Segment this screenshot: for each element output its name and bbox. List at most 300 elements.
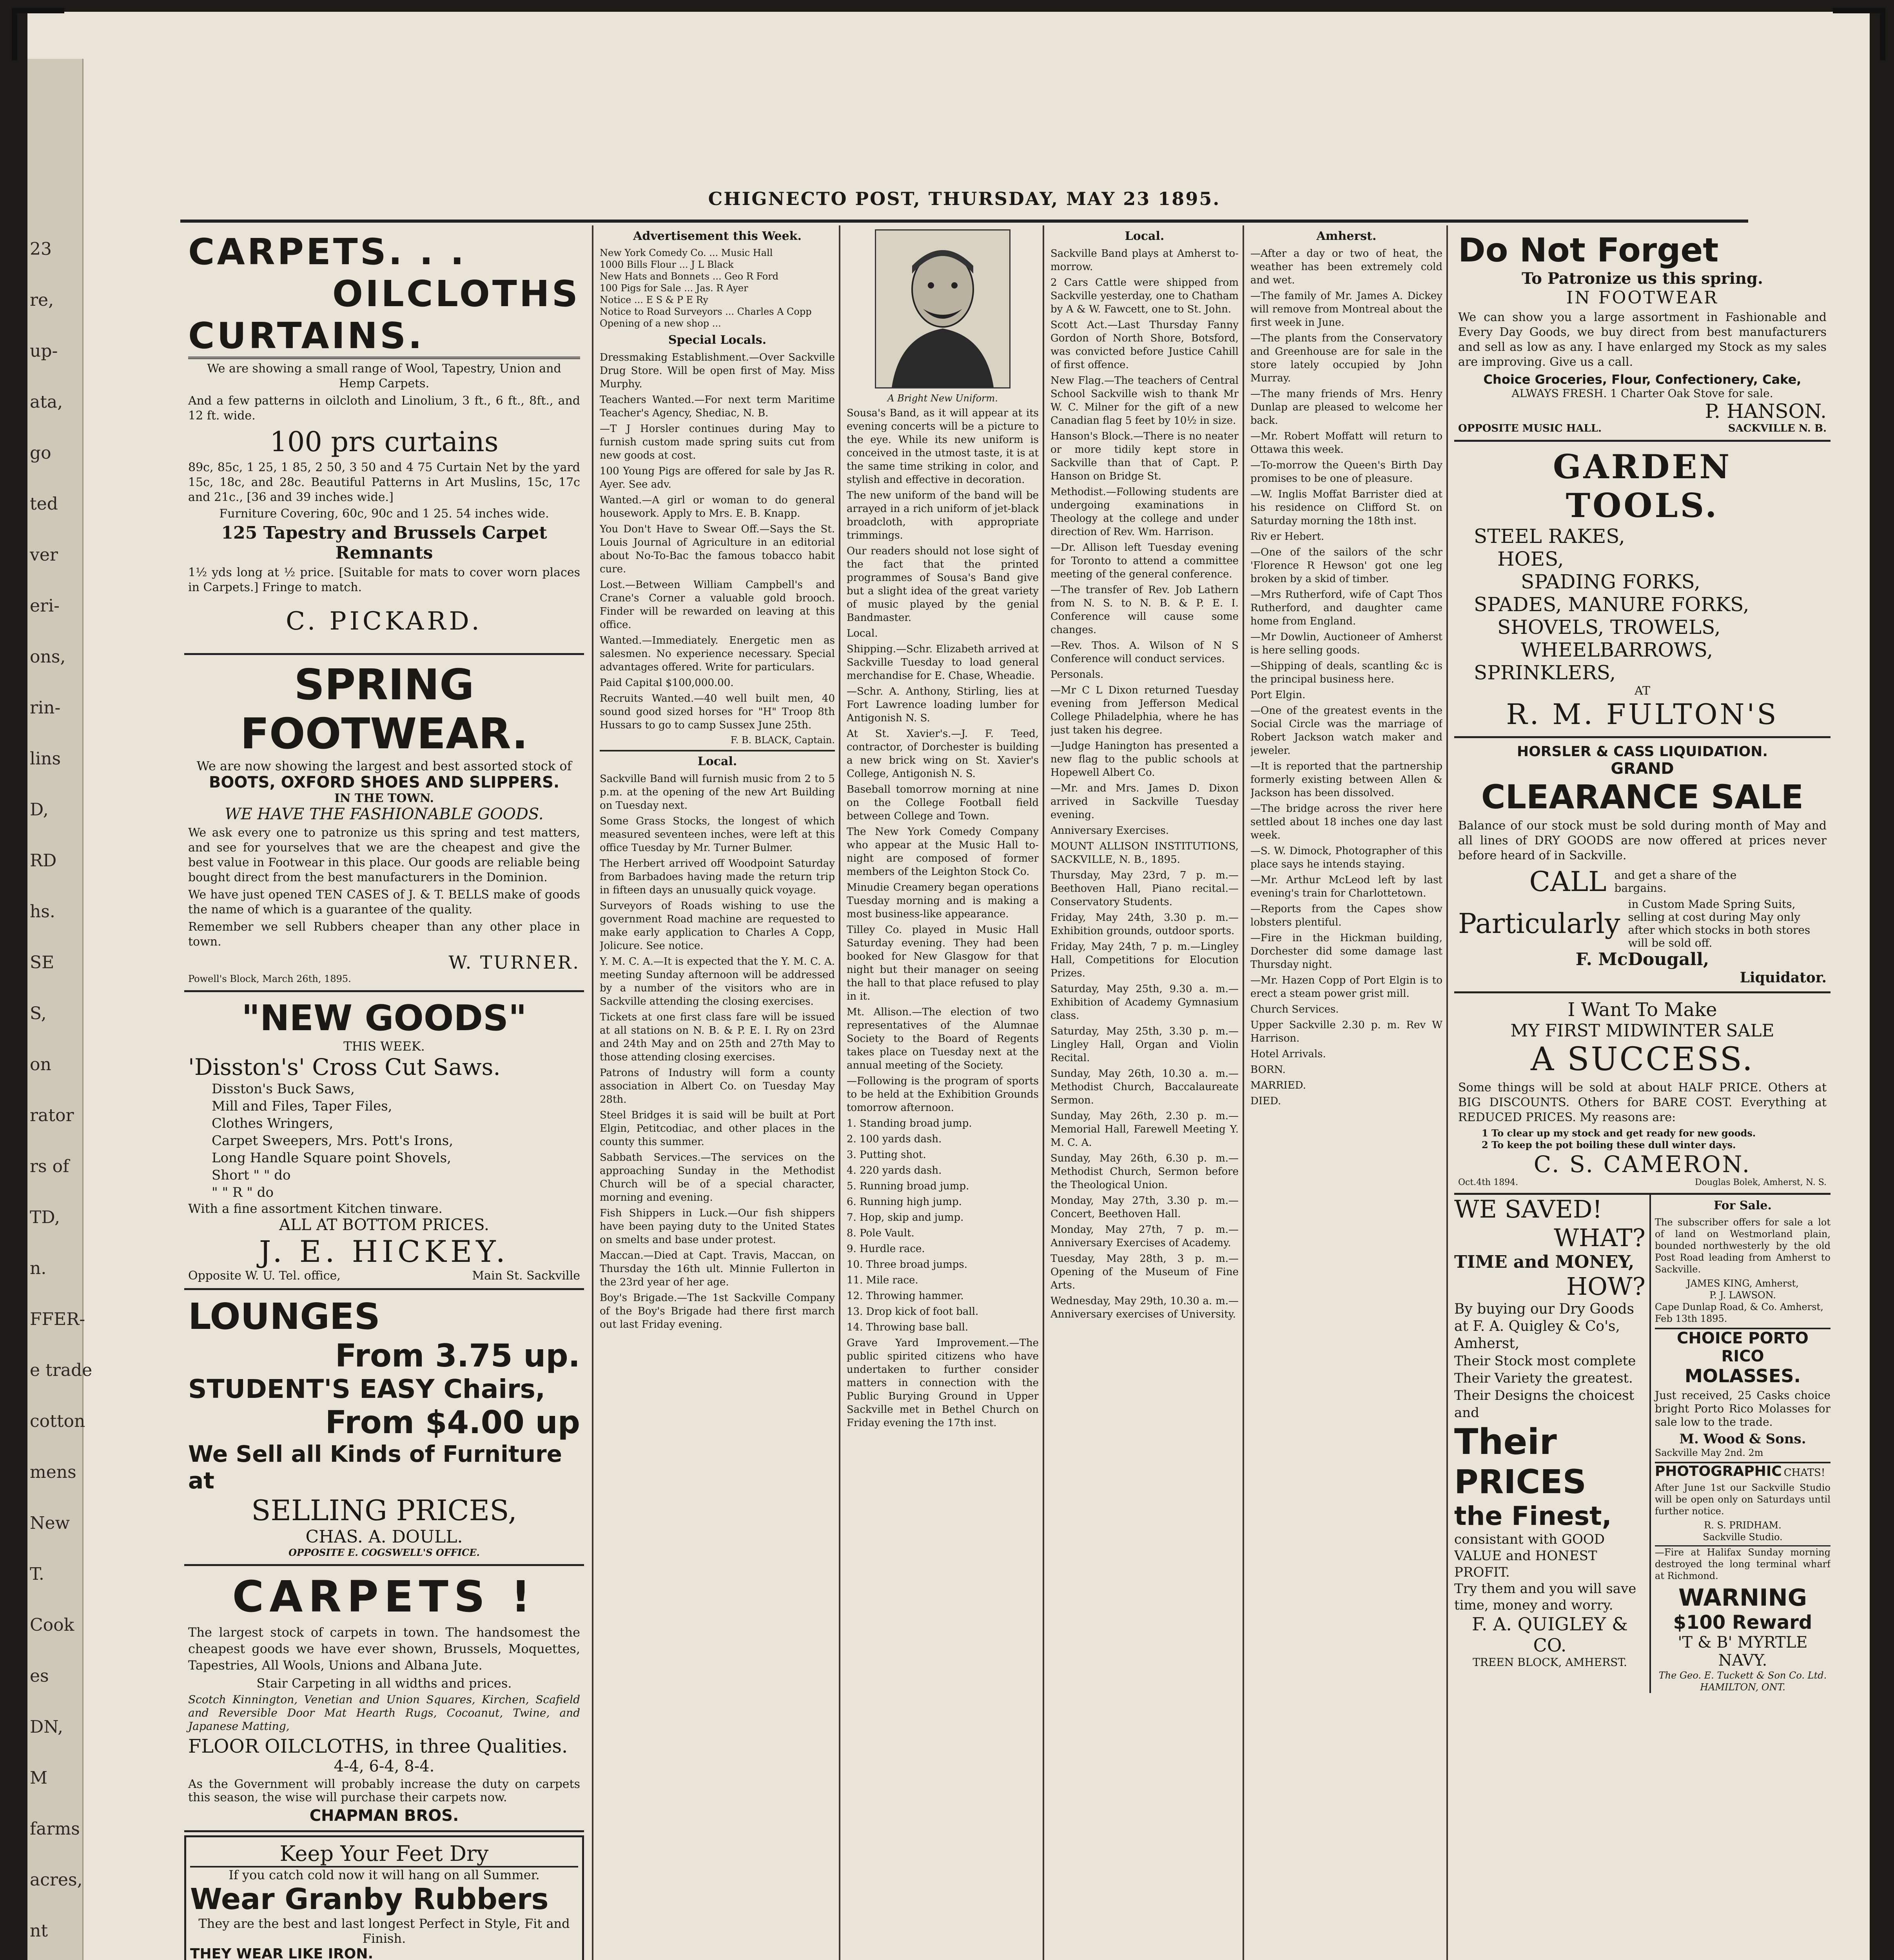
remnants-note: 1½ yds long at ½ price. [Suitable for mats to cover worn places in Carpets.] Fringe to match. — [188, 566, 580, 594]
column-5-paragraph: —Mrs Rutherford, wife of Capt Thos Rutherford, and daughter came home from England. — [1250, 589, 1442, 627]
for-sale-contact2: P. J. LAWSON. — [1709, 1290, 1776, 1301]
edge-fragment: DN, — [30, 1717, 63, 1737]
remnants-line: 125 Tapestry and Brussels Carpet Remnants — [221, 523, 547, 563]
fulton-signature: R. M. FULTON'S — [1506, 698, 1779, 731]
column-3-paragraph: 1. Standing broad jump. — [847, 1118, 972, 1129]
quigley-line2: WHAT? — [1554, 1223, 1645, 1252]
special-local-item: You Don't Have to Swear Off.—Says the St. Louis Journal of Agriculture in an editorial about No-To-Bac the famous tobacco habit cure. — [600, 523, 835, 575]
tools-headline: TOOLS. — [1566, 486, 1719, 525]
for-sale-date: Cape Dunlap Road, & Co. Amherst, Feb 13th 1895. — [1655, 1301, 1823, 1324]
for-sale-header: For Sale. — [1713, 1199, 1772, 1212]
column-5-paragraph: Riv er Hebert. — [1250, 531, 1324, 543]
local-news-item: Sackville Band will furnish music from 2 to 5 p.m. at the opening of the new Art Building on Tuesday next. — [600, 773, 835, 811]
garden-at: AT — [1634, 684, 1651, 698]
special-local-item: Dressmaking Establishment.—Over Sackville Drug Store. Will be open first of May. Miss Murphy. — [600, 352, 835, 390]
footwear-line1: We are now showing the largest and best assorted stock of — [196, 759, 572, 773]
chapman-stair: Stair Carpeting in all widths and prices. — [256, 1676, 512, 1691]
tb-line: 'T & B' MYRTLE NAVY. — [1678, 1633, 1808, 1670]
rubbers-footer: THEY WEAR LIKE IRON. — [190, 1946, 374, 1960]
column-3-paragraph: 3. Putting shot. — [847, 1149, 926, 1161]
clearance-line1: HORSLER & CASS LIQUIDATION. — [1517, 744, 1768, 760]
edge-fragment: FFER- — [30, 1309, 85, 1329]
edge-fragment: rin- — [30, 698, 61, 718]
column-4-paragraph: Methodist.—Following students are undergoing examinations in Theology at the college and under direction of Rev. Wm. Harrison. — [1050, 486, 1239, 538]
chapman-headline: CARPETS ! — [232, 1572, 536, 1622]
column-5-paragraph: Port Elgin. — [1250, 689, 1306, 701]
column-4-paragraph: Sackville Band plays at Amherst to-morrow. — [1050, 248, 1239, 273]
new-goods-sub: THIS WEEK. — [343, 1039, 425, 1054]
edge-fragment: Cook — [30, 1615, 74, 1635]
edge-fragment: rs of — [30, 1156, 69, 1176]
quigley-finest: the Finest, — [1454, 1501, 1612, 1531]
quigley-body2: Their Stock most complete Their Variety the greatest. Their Designs the choicest and — [1454, 1353, 1636, 1421]
cameron-headline: A SUCCESS. — [1531, 1041, 1754, 1078]
special-local-item: 100 Young Pigs are offered for sale by Jas R. Ayer. See adv. — [600, 465, 835, 490]
new-goods-item: Disston's Buck Saws, — [212, 1081, 355, 1097]
local-news-item: Tickets at one first class fare will be issued at all stations on N. B. & P. E. I. Ry on 23rd and 24th May and on 25th and 27th May to those attending closing exercises. — [600, 1011, 835, 1063]
new-goods-ad — [184, 992, 584, 1290]
chapman-signature: CHAPMAN BROS. — [309, 1807, 459, 1825]
special-local-item: Paid Capital $100,000.00. — [600, 677, 734, 689]
edge-fragment: S, — [30, 1004, 47, 1024]
hickey-signature: J. E. HICKEY. — [259, 1234, 509, 1269]
cameron-footer-left: Oct.4th 1894. — [1458, 1178, 1518, 1187]
column-5-paragraph: —The family of Mr. James A. Dickey will remove from Montreal about the first week in June. — [1250, 290, 1442, 328]
footwear-footer: Powell's Block, March 26th, 1895. — [188, 973, 351, 984]
footwear-body3: Remember we sell Rubbers cheaper than any other place in town. — [188, 920, 580, 949]
clearance-sale-ad — [1454, 738, 1831, 993]
special-local-item: Recruits Wanted.—40 well built men, 40 sound good sized horses for "H" Troop 8th Hussars to go to camp Sussex June 25th. — [600, 693, 835, 731]
new-goods-item: " " R " do — [212, 1185, 274, 1200]
quigley-signature: F. A. QUIGLEY & CO. — [1472, 1613, 1628, 1656]
edge-fragment: ons, — [30, 647, 66, 667]
footwear-line3: IN THE TOWN. — [334, 791, 434, 805]
edge-fragment: T. — [30, 1564, 44, 1584]
hanson-body: We can show you a large assortment in Fashionable and Every Day Goods, we buy direct from best manufacturers and sell as low as any. I have enlarged my Stock as my sales are improving. Give us a call. — [1458, 310, 1827, 369]
masthead — [180, 188, 1748, 223]
liquidator-title: Liquidator. — [1740, 969, 1827, 986]
column-4-paragraph: Scott Act.—Last Thursday Fanny Gordon of North Shore, Botsford, was convicted before Justice Cahill of first offence. — [1050, 319, 1239, 371]
special-local-item: —T J Horsler continues during May to furnish custom made spring suits cut from new goods at cost. — [600, 423, 835, 461]
column-4-paragraph: Personals. — [1050, 669, 1104, 681]
edge-fragment: SE — [30, 953, 54, 973]
quigley-prices: PRICES — [1454, 1463, 1587, 1501]
lounges-line: LOUNGES — [188, 1296, 380, 1338]
column-4-paragraph: Tuesday, May 28th, 3 p. m.—Opening of the Museum of Fine Arts. — [1050, 1253, 1239, 1291]
photo-footer: Sackville Studio. — [1703, 1532, 1783, 1543]
column-1 — [184, 225, 584, 1960]
hanson-line3: Choice Groceries, Flour, Confectionery, Cake, — [1483, 372, 1801, 387]
edge-fragment: on — [30, 1054, 51, 1074]
photo-line1: PHOTOGRAPHIC — [1655, 1463, 1782, 1479]
garden-item: SPRINKLERS, — [1474, 661, 1616, 684]
column-4-paragraph: Sunday, May 26th, 6.30 p. m.—Methodist Church, Sermon before the Theological Union. — [1050, 1152, 1239, 1191]
column-4-paragraph: —Mr C L Dixon returned Tuesday evening from Jefferson Medical College Philadelphia, where he has just taken his degree. — [1050, 684, 1239, 736]
column-4-paragraph: New Flag.—The teachers of Central School Sackville wish to thank Mr W. C. Milner for the gift of a new Canadian flag 5 feet by 10½ in size. — [1050, 375, 1239, 426]
column-3-paragraph: 2. 100 yards dash. — [847, 1133, 942, 1145]
edge-fragment: New — [30, 1513, 70, 1533]
special-local-item: Wanted.—Immediately. Energetic men as salesmen. No experience necessary. Special advantages offered. Write for particulars. — [600, 635, 835, 673]
column-5-paragraph: —It is reported that the partnership formerly existing between Allen & Jackson has been dissolved. — [1250, 760, 1442, 799]
column-5-paragraph: Hotel Arrivals. — [1250, 1048, 1326, 1060]
column-4-paragraph: MOUNT ALLISON INSTITUTIONS, SACKVILLE, N. B., 1895. — [1050, 840, 1239, 866]
column-5-paragraph: DIED. — [1250, 1095, 1281, 1107]
kitchen-line: With a fine assortment Kitchen tinware. — [188, 1201, 443, 1216]
garden-item: STEEL RAKES, — [1474, 525, 1625, 548]
column-2 — [600, 225, 835, 1960]
hanson-headline: Do Not Forget — [1458, 231, 1719, 269]
edge-fragment: farms — [30, 1819, 80, 1839]
column-5-paragraph: —Mr Dowlin, Auctioneer of Amherst is here selling goods. — [1250, 631, 1442, 656]
column-5-paragraph: —Mr. Hazen Copp of Port Elgin is to erect a steam power grist mill. — [1250, 975, 1442, 1000]
column-3-paragraph: —Schr. A. Anthony, Stirling, lies at Fort Lawrence loading lumber for Antigonish N. S. — [847, 686, 1039, 724]
local-news-item: Maccan.—Died at Capt. Travis, Maccan, on Thursday the 16th ult. Minnie Fullerton in the 23rd year of her age. — [600, 1250, 835, 1288]
hanson-signature: P. HANSON. — [1705, 400, 1827, 423]
quigley-footer: TREEN BLOCK, AMHERST. — [1473, 1656, 1627, 1669]
for-sale-contact1: JAMES KING, Amherst, — [1687, 1278, 1799, 1289]
column-5-paragraph: Upper Sackville 2.30 p. m. Rev W Harrison. — [1250, 1019, 1442, 1044]
molasses-line2: MOLASSES. — [1684, 1365, 1801, 1387]
special-local-item: Teachers Wanted.—For next term Maritime Teacher's Agency, Shediac, N. B. — [600, 394, 835, 419]
column-3-paragraph: Sousa's Band, as it will appear at its evening concerts will be a picture to the eye. While its new uniform is conceived in the utmost taste, it is at the same time striking in color, and stylish and effective in decoration. — [847, 407, 1039, 486]
column-5-paragraph: MARRIED. — [1250, 1080, 1306, 1091]
curtains-line: 100 prs curtains — [270, 426, 499, 458]
footwear-line4: WE HAVE THE FASHIONABLE GOODS. — [225, 805, 544, 823]
warning-line: WARNING — [1678, 1584, 1807, 1612]
column-3-paragraph: 11. Mile race. — [847, 1274, 918, 1286]
new-goods-item: Mill and Files, Taper Files, — [212, 1098, 392, 1114]
quigley-ad — [1454, 1195, 1651, 1693]
rubbers-headline: Keep Your Feet Dry — [190, 1841, 578, 1867]
column-5-paragraph: —S. W. Dimock, Photographer of this place says he intends staying. — [1250, 845, 1442, 870]
quigley-line1: WE SAVED! — [1454, 1195, 1602, 1223]
right-small-ads — [1651, 1195, 1831, 1693]
column-3-paragraph: 4. 220 yards dash. — [847, 1165, 942, 1176]
column-4-paragraph: —Mr. and Mrs. James D. Dixon arrived in Sackville Tuesday evening. — [1050, 782, 1239, 821]
garden-item: SHOVELS, TROWELS, — [1497, 616, 1721, 639]
edge-fragment: acres, — [30, 1870, 83, 1890]
local-header: Local. — [600, 750, 835, 768]
column-5-paragraph: —W. Inglis Moffat Barrister died at his residence on Clifford St. on Saturday morning the 18th inst. — [1250, 488, 1442, 527]
column-4-header: Local. — [1125, 229, 1165, 243]
clearance-line2: GRAND — [1611, 760, 1674, 778]
column-4-paragraph: 2 Cars Cattle were shipped from Sackville yesterday, one to Chatham by A & W. Fawcett, one to St. John. — [1050, 277, 1239, 315]
new-goods-item: Clothes Wringers, — [212, 1116, 334, 1131]
column-5-paragraph: —Reports from the Capes show lobsters plentiful. — [1250, 903, 1442, 928]
column-rule — [592, 225, 593, 1960]
chapman-body: The largest stock of carpets in town. The handsomest the cheapest goods we have ever shown, Brussels, Moquettes, Tapestries, All Wools, Unions and Albana Jute. — [188, 1625, 580, 1673]
hanson-footer-right: SACKVILLE N. B. — [1728, 423, 1827, 434]
column-5-paragraph: —To-morrow the Queen's Birth Day promises to be one of pleasure. — [1250, 459, 1442, 485]
edge-fragment: RD — [30, 851, 57, 871]
column-4-paragraph: —Judge Hanington has presented a new flag to the public schools at Hopewell Albert Co. — [1050, 740, 1239, 779]
ads-list-item: Notice to Road Surveyors ... Charles A Copp — [600, 306, 812, 317]
cameron-sale-ad — [1454, 993, 1831, 1195]
particularly-word: Particularly — [1458, 907, 1620, 940]
special-locals-header: Special Locals. — [668, 333, 767, 347]
garden-headline: GARDEN — [1553, 447, 1732, 486]
column-4-paragraph: Saturday, May 25th, 3.30 p. m.—Lingley Hall, Organ and Violin Recital. — [1050, 1025, 1239, 1064]
selling-prices: SELLING PRICES, — [251, 1494, 517, 1527]
column-3-paragraph: The New York Comedy Company who appear at the Music Hall to-night are composed of former members of the Leighton Stock Co. — [847, 826, 1039, 878]
column-4-paragraph: Anniversary Exercises. — [1050, 825, 1169, 837]
edge-fragment: ver — [30, 545, 58, 565]
garden-item: HOES, — [1497, 548, 1564, 570]
quigley-body4: Try them and you will save time, money and worry. — [1454, 1581, 1636, 1613]
column-4-paragraph: Wednesday, May 29th, 10.30 a. m.—Anniversary exercises of University. — [1050, 1295, 1239, 1320]
floor-oilcloths: FLOOR OILCLOTHS, in three Qualities. — [188, 1735, 568, 1757]
column-3-paragraph: Mt. Allison.—The election of two representatives of the Alumnae Society to the Board of Regents takes place on Tuesday next at the annual meeting of the Society. — [847, 1006, 1039, 1071]
column-5-paragraph: —Mr. Arthur McLeod left by last evening's train for Charlottetown. — [1250, 874, 1442, 899]
hanson-line1: To Patronize us this spring. — [1522, 269, 1763, 288]
edge-fragment: lins — [30, 749, 61, 769]
molasses-line1: CHOICE PORTO RICO — [1655, 1328, 1831, 1365]
column-3-text — [847, 407, 1039, 1430]
quigley-body: By buying our Dry Goods at F. A. Quigley & Co's, Amherst, — [1454, 1301, 1634, 1352]
quigley-line4: HOW? — [1566, 1272, 1645, 1301]
granby-rubbers-ad — [184, 1835, 584, 1960]
edge-fragment: hs. — [30, 902, 55, 922]
masthead-title: CHIGNECTO POST, THURSDAY, MAY 23 1895. — [708, 188, 1221, 209]
photo-body: After June 1st our Sackville Studio will be open only on Saturdays until further notice. — [1655, 1482, 1831, 1517]
local-news — [600, 772, 835, 1331]
oilcloth-text: And a few patterns in oilcloth and Linolium, 3 ft., 6 ft., 8ft., and 12 ft. wide. — [188, 394, 580, 423]
edge-fragment: up- — [30, 341, 58, 361]
special-local-item: Wanted.—A girl or woman to do general housework. Apply to Mrs. E. B. Knapp. — [600, 494, 835, 519]
column-3-paragraph: Minudie Creamery began operations Tuesday morning and is making a most business-like appearance. — [847, 882, 1039, 920]
call-note: and get a share of the bargains. — [1614, 869, 1737, 895]
footwear-headline: SPRING FOOTWEAR. — [240, 661, 528, 759]
edge-fragment: ata, — [30, 392, 63, 412]
cameron-body: Some things will be sold at about HALF PRICE. Others at BIG DISCOUNTS. Others for BARE COST. Everything at REDUCED PRICES. My reasons are: — [1458, 1081, 1827, 1124]
column-3-paragraph: The new uniform of the band will be arrayed in a rich uniform of jet-black broadcloth, with appropriate trimmings. — [847, 490, 1039, 541]
special-locals — [600, 351, 835, 732]
local-news-item: Steel Bridges it is said will be built at Port Elgin, Petitcodiac, and other places in the county this summer. — [600, 1109, 835, 1148]
column-4-paragraph: Friday, May 24th, 3.30 p. m.—Exhibition grounds, outdoor sports. — [1050, 912, 1239, 937]
ads-header: Advertisement this Week. — [633, 229, 802, 243]
column-5-paragraph: —The many friends of Mrs. Henry Dunlap are pleased to welcome her back. — [1250, 388, 1442, 426]
column-3-paragraph: Tilley Co. played in Music Hall Saturday evening. They had been booked for New Glasgow for that night but their manager on seeing the hall to that place refused to play in it. — [847, 924, 1039, 1002]
column-5-paragraph: BORN. — [1250, 1064, 1286, 1076]
cameron-line2: MY FIRST MIDWINTER SALE — [1510, 1021, 1774, 1041]
hickey-footer-right: Main St. Sackville — [472, 1269, 580, 1283]
for-sale-body: The subscriber offers for sale a lot of land on Westmorland plain, bounded northwesterly by the old Post Road leading from Amherst to Sackville. — [1655, 1217, 1831, 1275]
column-3-paragraph: Local. — [847, 628, 878, 639]
column-3-paragraph: 8. Pole Vault. — [847, 1227, 914, 1239]
tb-footer: The Geo. E. Tuckett & Son Co. Ltd. HAMILTON, ONT. — [1658, 1670, 1827, 1693]
furniture-line: We Sell all Kinds of Furniture at — [188, 1441, 562, 1494]
column-3-paragraph: 12. Throwing hammer. — [847, 1290, 964, 1302]
furniture-covering: Furniture Covering, 60c, 90c and 1 25. 54 inches wide. — [219, 507, 549, 521]
portrait-caption: A Bright New Uniform. — [887, 393, 998, 404]
column-3-paragraph: 14. Throwing base ball. — [847, 1321, 969, 1333]
footwear-body: We ask every one to patronize us this spring and test matters, and see for yourselves that we are the cheapest and give the best value in Footwear in this place. Our goods are reliable being bought direct from the best manufacturers in the Dominion. — [188, 826, 580, 884]
hickey-footer-left: Opposite W. U. Tel. office, — [188, 1269, 341, 1283]
edge-fragment: rator — [30, 1105, 74, 1125]
ads-list-item: Opening of a new shop ... — [600, 318, 721, 329]
column-4-paragraph: —The transfer of Rev. Job Lathern from N. S. to N. B. & P. E. I. Conference will cause some changes. — [1050, 584, 1239, 636]
clearance-headline: CLEARANCE SALE — [1481, 778, 1804, 816]
quigley-body3: consistant with GOOD VALUE and HONEST PROFIT. — [1454, 1532, 1605, 1580]
saws-line: 'Disston's' Cross Cut Saws. — [188, 1054, 501, 1080]
molasses-signature: M. Wood & Sons. — [1679, 1431, 1806, 1447]
ads-list-item: 1000 Bills Flour ... J L Black — [600, 259, 734, 270]
edge-fragment: ted — [30, 494, 58, 514]
column-5-paragraph: —The plants from the Conservatory and Greenhouse are for sale in the store lately occupied by John Murray. — [1250, 332, 1442, 384]
edge-fragment: nt — [30, 1921, 48, 1941]
rubbers-text2: They are the best and last longest Perfect in Style, Fit and Finish. — [198, 1916, 570, 1946]
local-news-item: The Herbert arrived off Woodpoint Saturday from Barbadoes having made the return trip in fifteen days an unusually quick voyage. — [600, 858, 835, 896]
column-rule — [839, 225, 840, 1960]
column-5-paragraph: —The bridge across the river here settled about 18 inches one day last week. — [1250, 803, 1442, 841]
column-4 — [1050, 225, 1239, 1960]
cameron-signature: C. S. CAMERON. — [1533, 1151, 1751, 1178]
column-4-paragraph: Saturday, May 25th, 9.30 a. m.—Exhibition of Academy Gymnasium class. — [1050, 983, 1239, 1022]
column-3-paragraph: 5. Running broad jump. — [847, 1180, 969, 1192]
particularly-note: in Custom Made Spring Suits, selling at cost during May only after which stocks in both stores will be sold off. — [1628, 898, 1811, 949]
portrait-engraving — [876, 230, 1009, 387]
edge-fragment: re, — [30, 290, 54, 310]
column-6 — [1454, 225, 1831, 1960]
doull-footer: OPPOSITE E. COGSWELL'S OFFICE. — [288, 1547, 480, 1558]
clearance-body: Balance of our stock must be sold during month of May and all lines of DRY GOODS are now offered at prices never before heard of in Sackville. — [1458, 819, 1827, 862]
new-goods-item: Carpet Sweepers, Mrs. Pott's Irons, — [212, 1133, 454, 1149]
garden-item: WHEELBARROWS, — [1521, 639, 1713, 661]
pickard-signature: C. PICKARD. — [286, 607, 483, 636]
carpets-headline: CARPETS. . . — [188, 231, 466, 273]
column-4-text — [1050, 247, 1239, 1321]
bandmaster-portrait — [875, 229, 1010, 388]
column-4-paragraph: Monday, May 27th, 3.30 p. m.—Concert, Beethoven Hall. — [1050, 1195, 1239, 1220]
new-goods-headline: "NEW GOODS" — [241, 998, 527, 1039]
ads-list-item: New Hats and Bonnets ... Geo R Ford — [600, 271, 779, 282]
curtain-prices: 89c, 85c, 1 25, 1 85, 2 50, 3 50 and 4 75 Curtain Net by the yard 15c, 18c, and 28c. Beautiful Patterns in Art Muslins, 15c, 17c and 21c., [36 and 39 inches wide.] — [188, 461, 580, 504]
column-3-paragraph: 10. Three broad jumps. — [847, 1259, 968, 1270]
column-4-paragraph: Sunday, May 26th, 2.30 p. m.—Memorial Hall, Farewell Meeting Y. M. C. A. — [1050, 1110, 1239, 1149]
column-3-paragraph: Shipping.—Schr. Elizabeth arrived at Sackville Tuesday to load general merchandise for E. Chase, Wheadie. — [847, 643, 1039, 682]
column-4-paragraph: —Dr. Allison left Tuesday evening for Toronto to attend a committee meeting of the general conference. — [1050, 542, 1239, 580]
column-5-paragraph: —Shipping of deals, scantling &c is the principal business here. — [1250, 660, 1442, 685]
column-rule — [1446, 225, 1448, 1960]
photo-signature: R. S. PRIDHAM. — [1704, 1520, 1782, 1531]
quigley-their: Their — [1454, 1421, 1557, 1463]
column-4-paragraph: —Rev. Thos. A. Wilson of N S Conference will conduct services. — [1050, 640, 1239, 665]
molasses-footer: Sackville May 2nd. 2m — [1655, 1447, 1763, 1458]
column-3-paragraph: —Following is the program of sports to be held at the Exhibition Grounds tomorrow afternoon. — [847, 1075, 1039, 1114]
bottom-right-ads — [1454, 1195, 1831, 1693]
local-news-item: Y. M. C. A.—It is expected that the Y. M. C. A. meeting Sunday afternoon will be addressed by a number of the visitors who are in Sackville attending the closing exercises. — [600, 956, 835, 1007]
photo-line2: CHATS! — [1783, 1467, 1825, 1479]
column-5-header: Amherst. — [1316, 229, 1377, 243]
column-5 — [1250, 225, 1442, 1960]
call-word: CALL — [1529, 866, 1607, 898]
column-3-paragraph: 9. Hurdle race. — [847, 1243, 925, 1255]
cameron-footer-right: Douglas Bolek, Amherst, N. S. — [1694, 1178, 1827, 1187]
edge-fragment: n. — [30, 1258, 47, 1278]
column-4-paragraph: Sunday, May 26th, 10.30 a. m.—Methodist Church, Baccalaureate Sermon. — [1050, 1068, 1239, 1106]
new-goods-item: Short " " do — [212, 1167, 291, 1183]
ads-list-item: Notice ... E S & P E Ry — [600, 294, 708, 305]
ads-list — [600, 247, 835, 329]
column-3-paragraph: 13. Drop kick of foot ball. — [847, 1306, 979, 1318]
edge-fragment: es — [30, 1666, 49, 1686]
new-goods-item: Long Handle Square point Shovels, — [212, 1150, 451, 1166]
local-news-item: Some Grass Stocks, the longest of which measured seventeen inches, were left at this office Tuesday by Mr. Turner Bulmer. — [600, 815, 835, 854]
fire-note: —Fire at Halifax Sunday morning destroyed the long terminal wharf at Richmond. — [1655, 1545, 1831, 1582]
column-5-paragraph: —Fire in the Hickman building, Dorchester did some damage last Thursday night. — [1250, 932, 1442, 971]
spring-footwear-ad — [184, 655, 584, 992]
ads-list-item: New York Comedy Co. ... Music Hall — [600, 247, 773, 258]
lounges-ad — [184, 1290, 584, 1566]
edge-fragment: M — [30, 1768, 48, 1788]
molasses-body: Just received, 25 Casks choice bright Porto Rico Molasses for sale low to the trade. — [1655, 1389, 1831, 1428]
column-5-paragraph: —Mr. Robert Moffatt will return to Ottawa this week. — [1250, 430, 1442, 456]
column-5-paragraph: —One of the greatest events in the Social Circle was the marriage of Robert Jackson watch maker and jeweler. — [1250, 705, 1442, 757]
cameron-reason1: 1 To clear up my stock and get ready for new goods. — [1482, 1127, 1756, 1139]
column-3-paragraph: 6. Running high jump. — [847, 1196, 962, 1208]
newspaper-page — [27, 12, 1870, 1960]
carpets-text: We are showing a small range of Wool, Tapestry, Union and Hemp Carpets. — [207, 362, 561, 390]
column-rule — [1043, 225, 1044, 1960]
column-4-paragraph: Thursday, May 23rd, 7 p. m.—Beethoven Hall, Piano recital.—Conservatory Students. — [1050, 869, 1239, 908]
local-news-item: Surveyors of Roads wishing to use the government Road machine are requested to make early application to Charles A Copp, Jolicure. See notice. — [600, 900, 835, 952]
edge-fragment: e trade — [30, 1360, 93, 1380]
cameron-line1: I Want To Make — [1567, 999, 1717, 1021]
hanson-line4: ALWAYS FRESH. 1 Charter Oak Stove for sale. — [1511, 387, 1773, 400]
local-news-item: Fish Shippers in Luck.—Our fish shippers have been paying duty to the United States on smelts and base under protest. — [600, 1207, 835, 1246]
local-news-item: Boy's Brigade.—The 1st Sackville Company of the Boy's Brigade had there first march out last Friday evening. — [600, 1292, 835, 1330]
ads-list-item: 100 Pigs for Sale ... Jas. R Ayer — [600, 283, 748, 294]
column-3-paragraph: At St. Xavier's.—J. F. Teed, contractor, of Dorchester is building a new brick wing on St. Xavier's College, Antigonish N. S. — [847, 728, 1039, 780]
black-signature: F. B. BLACK, Captain. — [730, 735, 835, 746]
local-news-item: Sabbath Services.—The services on the approaching Sunday in the Methodist Church will be of a special character, morning and evening. — [600, 1152, 835, 1203]
edge-fragment: D, — [30, 800, 49, 820]
column-5-text — [1250, 247, 1442, 1108]
column-5-paragraph: —One of the sailors of the schr 'Florence R Hewson' got one leg broken by a skid of timber. — [1250, 546, 1442, 585]
edge-fragment: go — [30, 443, 51, 463]
quigley-line3: TIME and MONEY, — [1454, 1252, 1635, 1272]
footwear-body2: We have just opened TEN CASES of J. & T. BELLS make of goods the name of which is a guarantee of the quality. — [188, 888, 580, 916]
mcdougall-signature: F. McDougall, — [1575, 949, 1709, 969]
column-3-paragraph: 7. Hop, skip and jump. — [847, 1212, 964, 1223]
column-5-paragraph: Church Services. — [1250, 1004, 1339, 1015]
corner-mark-top-left — [12, 8, 64, 60]
turner-signature: W. TURNER. — [448, 952, 580, 973]
chapman-note: As the Government will probably increase the duty on carpets this season, the wise will purchase their carpets now. — [188, 1777, 580, 1804]
edge-fragment: mens — [30, 1462, 76, 1482]
column-4-paragraph: Hanson's Block.—There is no neater or more tidily kept store in Sackville than that of Capt. P. Hanson on Bridge St. — [1050, 430, 1239, 482]
hanson-line2: IN FOOTWEAR — [1566, 288, 1719, 308]
garden-item: SPADING FORKS, — [1521, 570, 1700, 593]
garden-item: SPADES, MANURE FORKS, — [1474, 593, 1749, 616]
rubbers-text: If you catch cold now it will hang on all Summer. — [229, 1867, 540, 1882]
carpets-chapman-ad — [184, 1566, 584, 1832]
garden-tools-ad — [1454, 442, 1831, 738]
reward-line: $100 Reward — [1673, 1612, 1812, 1633]
corner-mark-top-right — [1833, 8, 1885, 60]
column-4-paragraph: Friday, May 24th, 7 p. m.—Lingley Hall, Competitions for Elocution Prizes. — [1050, 941, 1239, 979]
garden-items — [1458, 525, 1827, 684]
special-local-item: Lost.—Between William Campbell's and Crane's Corner a valuable gold brooch. Finder will be rewarded on leaving at this office. — [600, 579, 835, 631]
chapman-squares: Scotch Kinnington, Venetian and Union Squares, Kirchen, Scafield and Reversible Door Mat Hearth Rugs, Cocoanut, Twine, and Japanese Matting, — [188, 1693, 580, 1733]
hanson-ad — [1454, 225, 1831, 442]
column-4-paragraph: Monday, May 27th, 7 p. m.—Anniversary Exercises of Academy. — [1050, 1224, 1239, 1249]
doull-signature: CHAS. A. DOULL. — [305, 1527, 463, 1547]
column-3-paragraph: Grave Yard Improvement.—The public spirited citizens who have undertaken to further consider matters in connection with the Public Burying Ground in Upper Sackville met in Bethel Church on Friday evening the 17th inst. — [847, 1337, 1039, 1429]
oilcloths-headline: OILCLOTHS — [332, 273, 580, 315]
local-news-item: Patrons of Industry will form a county association in Albert Co. on Tuesday May 28th. — [600, 1067, 835, 1105]
edge-fragment: cotton — [30, 1411, 85, 1431]
